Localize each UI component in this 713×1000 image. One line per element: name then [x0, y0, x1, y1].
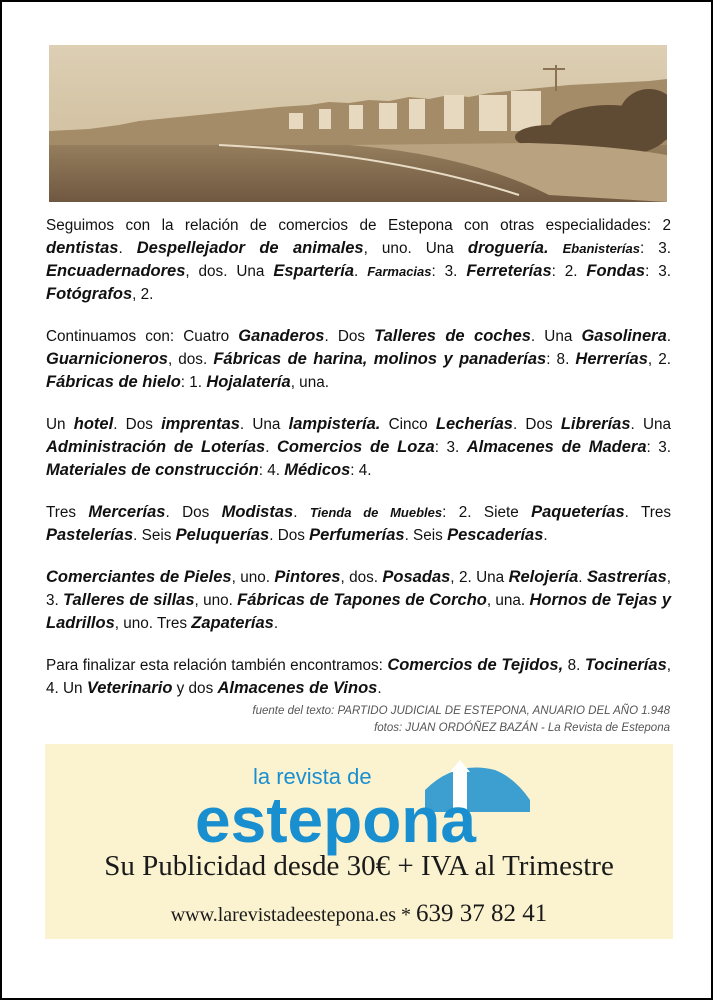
- business-type: Veterinario: [86, 679, 173, 697]
- business-type: Tienda de Muebles: [309, 505, 443, 520]
- text-run: , uno. Una: [363, 240, 468, 257]
- text-source-credit: fuente del texto: PARTIDO JUDICIAL DE ESTEPONA, ANUARIO DEL AÑO 1.948: [252, 705, 670, 717]
- business-type: Talleres de coches: [374, 327, 531, 345]
- business-type: Ferreterías: [466, 262, 552, 280]
- business-type: Guarnicioneros: [46, 350, 168, 368]
- text-run: .: [543, 527, 548, 544]
- business-type: Posadas: [382, 568, 451, 586]
- business-type: Espartería: [273, 262, 355, 280]
- business-type: Zapaterías: [191, 614, 274, 632]
- text-run: Seguimos con la relación de comercios de Estepona con otras especialidades: 2: [46, 217, 671, 234]
- text-run: , dos.: [167, 351, 214, 368]
- text-run: 8.: [563, 657, 585, 674]
- text-run: , 2.: [647, 351, 672, 368]
- advertisement-banner: [45, 744, 673, 939]
- text-run: Cinco: [380, 416, 436, 433]
- paragraph: [46, 654, 671, 700]
- credits: [252, 703, 670, 737]
- business-type: Peluquerías: [175, 526, 270, 544]
- logo-small-text: la revista de: [253, 764, 372, 789]
- paragraph: [46, 566, 671, 635]
- article-body: [46, 215, 671, 719]
- business-type: Herrerías: [575, 350, 648, 368]
- text-run: Para finalizar esta relación también encontramos:: [46, 657, 388, 674]
- text-run: : 3.: [645, 263, 671, 280]
- business-type: Fábricas de hielo: [46, 373, 181, 391]
- business-type: Hornos de Tejas y Ladrillos: [46, 591, 672, 632]
- business-type: Paqueterías: [531, 503, 625, 521]
- text-run: [549, 240, 563, 257]
- business-type: Pescaderías: [447, 526, 544, 544]
- text-run: . Dos: [113, 416, 162, 433]
- business-type: Administración de Loterías: [46, 438, 266, 456]
- business-type: Hojalatería: [206, 373, 291, 391]
- business-type: Talleres de sillas: [63, 591, 195, 609]
- business-type: Médicos: [284, 461, 351, 479]
- business-type: Librerías: [560, 415, 631, 433]
- business-type: Fondas: [586, 262, 646, 280]
- text-run: , 4. Un: [46, 657, 671, 697]
- text-run: , dos.: [340, 569, 383, 586]
- business-type: Fábricas de Tapones de Corcho: [237, 591, 487, 609]
- text-run: : 2. Siete: [442, 504, 532, 521]
- text-run: , uno. Tres: [114, 615, 192, 632]
- text-run: : 3.: [646, 439, 671, 456]
- business-type: Relojería: [508, 568, 579, 586]
- text-run: . Una: [239, 416, 289, 433]
- business-type: Pintores: [274, 568, 341, 586]
- paragraph: [46, 413, 671, 482]
- text-run: .: [118, 240, 137, 257]
- text-run: .: [377, 680, 382, 697]
- text-run: , una.: [290, 374, 329, 391]
- text-run: : 3.: [431, 263, 467, 280]
- text-run: .: [273, 615, 279, 632]
- text-run: .: [293, 504, 310, 521]
- business-type: Sastrerías: [586, 568, 667, 586]
- text-run: Un: [46, 416, 74, 433]
- business-type: Perfumerías: [309, 526, 405, 544]
- business-type: droguería.: [467, 239, 549, 257]
- text-run: , dos. Una: [185, 263, 274, 280]
- business-type: Encuadernadores: [46, 262, 186, 280]
- text-run: , una.: [486, 592, 530, 609]
- business-type: Comercios de Tejidos,: [387, 656, 564, 674]
- beach-photo: [49, 45, 667, 202]
- text-run: . Tres: [624, 504, 672, 521]
- business-type: hotel: [73, 415, 114, 433]
- revista-estepona-logo: [195, 750, 540, 858]
- business-type: Lecherías: [435, 415, 513, 433]
- paragraph: [46, 325, 671, 394]
- text-run: , uno.: [194, 592, 238, 609]
- text-run: . Seis: [133, 527, 176, 544]
- separator: *: [396, 904, 417, 926]
- paragraph: [46, 215, 671, 306]
- business-type: Farmacias: [367, 264, 432, 279]
- text-run: Continuamos con: Cuatro: [46, 328, 239, 345]
- text-run: , 3.: [46, 569, 671, 609]
- business-type: Comerciantes de Pieles: [46, 568, 232, 586]
- website-link[interactable]: www.larevistadeestepona.es: [170, 904, 397, 926]
- text-run: .: [265, 439, 277, 456]
- text-run: : 3.: [639, 240, 672, 257]
- business-type: Materiales de construcción: [46, 461, 259, 479]
- business-type: Comercios de Loza: [276, 438, 435, 456]
- paragraph: [46, 501, 671, 547]
- text-run: . Seis: [404, 527, 448, 544]
- business-type: Tocinerías: [584, 656, 667, 674]
- text-run: . Dos: [269, 527, 310, 544]
- text-run: y dos: [172, 680, 218, 697]
- ad-slogan: Su Publicidad desde 30€ + IVA al Trimestre: [104, 850, 614, 882]
- text-run: . Dos: [165, 504, 222, 521]
- business-type: imprentas: [161, 415, 240, 433]
- text-run: . Una: [630, 416, 672, 433]
- logo-big-text: estepona: [195, 784, 476, 856]
- business-type: Despellejador de animales: [136, 239, 364, 257]
- text-run: : 4.: [350, 462, 372, 479]
- text-run: Tres: [46, 504, 89, 521]
- business-type: Fábricas de harina, molinos y panaderías: [213, 350, 547, 368]
- text-run: : 3.: [434, 439, 467, 456]
- business-type: Almacenes de Vinos: [217, 679, 378, 697]
- text-run: : 4.: [258, 462, 285, 479]
- text-run: . Dos: [324, 328, 375, 345]
- business-type: Pastelerías: [46, 526, 134, 544]
- business-type: Almacenes de Madera: [466, 438, 647, 456]
- business-type: Mercerías: [88, 503, 166, 521]
- text-run: , 2.: [132, 286, 154, 303]
- photo-credit: fotos: JUAN ORDÓÑEZ BAZÁN - La Revista de Estepona: [374, 722, 670, 734]
- business-type: lampistería.: [288, 415, 381, 433]
- text-run: , uno.: [231, 569, 275, 586]
- text-run: .: [578, 569, 587, 586]
- business-type: Ganaderos: [238, 327, 325, 345]
- business-type: dentistas: [46, 239, 119, 257]
- business-type: Gasolinera: [581, 327, 667, 345]
- business-type: Modistas: [221, 503, 294, 521]
- ad-contact: [45, 900, 673, 928]
- business-type: Ebanisterías: [562, 241, 640, 256]
- text-run: : 1.: [180, 374, 207, 391]
- business-type: Fotógrafos: [46, 285, 133, 303]
- text-run: . Una: [530, 328, 582, 345]
- text-run: .: [666, 328, 671, 345]
- text-run: : 8.: [546, 351, 576, 368]
- phone-number: 639 37 82 41: [416, 900, 548, 927]
- text-run: , 2. Una: [450, 569, 509, 586]
- text-run: : 2.: [551, 263, 587, 280]
- text-run: . Dos: [512, 416, 561, 433]
- text-run: .: [354, 263, 368, 280]
